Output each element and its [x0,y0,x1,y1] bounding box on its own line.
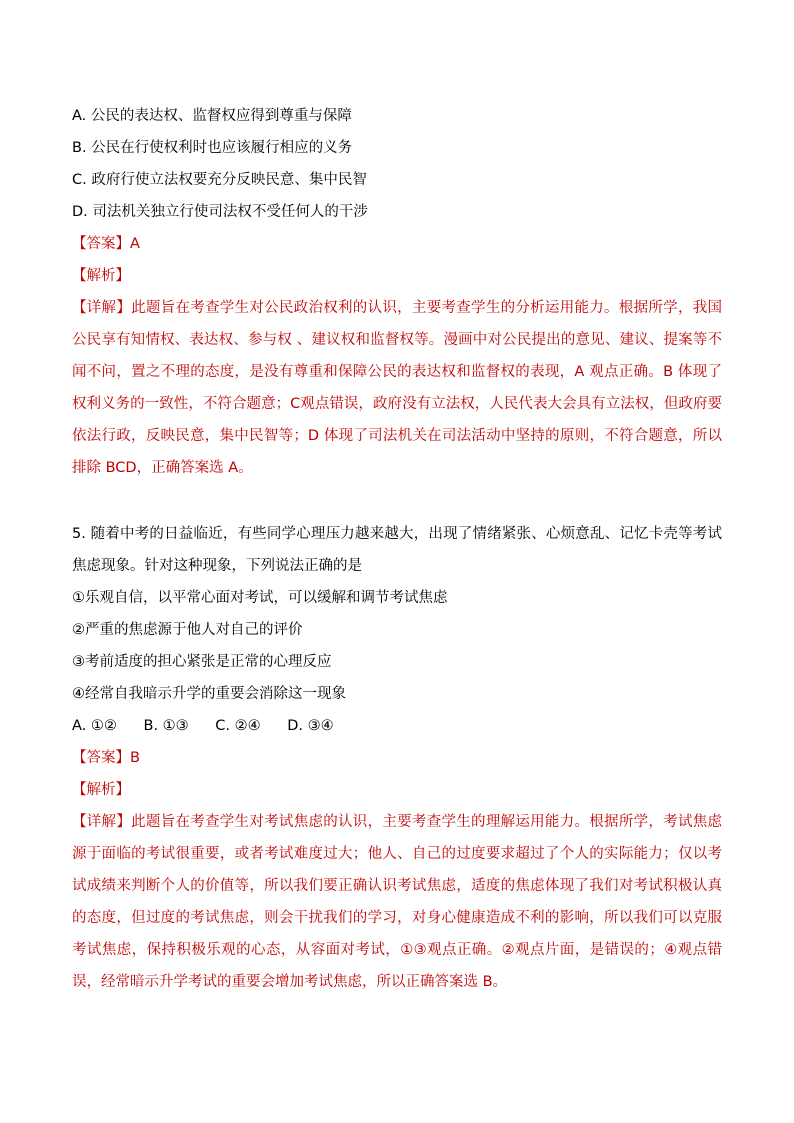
section-spacer [72,484,722,518]
q4-options [72,100,722,228]
q5-statement-3: ③考前适度的担心紧张是正常的心理反应 [72,654,332,670]
q5-statement-2: ②严重的焦虑源于他人对自己的评价 [72,622,303,638]
q5-detail [72,806,722,998]
q5-choice-a: A. ①② [72,718,117,734]
q4-option-a: A. 公民的表达权、监督权应得到尊重与保障 [72,108,352,124]
q5-statements [72,582,722,710]
q5-answer-tag: 【答案】 [72,750,130,766]
q4-detail [72,292,722,484]
q5-analysis-tag: 【解析】 [72,782,130,798]
q4-detail-text: 此题旨在考查学生对公民政治权利的认识，主要考查学生的分析运用能力。根据所学，我国公民享有知情权、表达权、参与权 、建议权和监督权等。漫画中对公民提出的意见、建议、提案等不闻不问，置之不理的态度，是没有尊重和保障公民的表达权和监督权的表现，A 观点正确。B 体现了权利义务的一致性，不符合题意；C观点错误，政府没有立法权，人民代表大会具有立法权，但政府要依法行政，反映民意，集中民智等；D 体现了司法机关在司法活动中坚持的原则，不符合题意，所以排除 BCD，正确答案选 A。 [72,300,723,476]
q4-option-d: D. 司法机关独立行使司法权不受任何人的干涉 [72,204,368,220]
q5-choices [72,710,722,742]
q5-statement-1: ①乐观自信，以平常心面对考试，可以缓解和调节考试焦虑 [72,590,448,606]
q5-answer-value: B [130,750,140,766]
q5-choice-c: C. ②④ [215,718,261,734]
q4-answer-tag: 【答案】 [72,236,130,252]
q5-stem: 5. 随着中考的日益临近，有些同学心理压力越来越大，出现了情绪紧张、心烦意乱、记忆卡壳等考试焦虑现象。针对这种现象，下列说法正确的是 [72,526,722,574]
q4-answer [72,228,722,260]
q5-answer [72,742,722,774]
q4-option-b: B. 公民在行使权利时也应该履行相应的义务 [72,140,353,156]
q5-detail-tag: 【详解】 [72,814,132,830]
q5-choice-b: B. ①③ [143,718,189,734]
q5-choice-d: D. ③④ [287,718,334,734]
q4-option-c: C. 政府行使立法权要充分反映民意、集中民智 [72,172,367,188]
q4-analysis-tag: 【解析】 [72,268,130,284]
q5-detail-text: 此题旨在考查学生对考试焦虑的认识，主要考查学生的理解运用能力。根据所学，考试焦虑源于面临的考试很重要，或者考试难度过大；他人、自己的过度要求超过了个人的实际能力；仅以考试成绩来判断个人的价值等，所以我们要正确认识考试焦虑，适度的焦虑体现了我们对考试积极认真的态度，但过度的考试焦虑，则会干扰我们的学习，对身心健康造成不利的影响，所以我们可以克服考试焦虑，保持积极乐观的心态，从容面对考试，①③观点正确。②观点片面，是错误的；④观点错误，经常暗示升学考试的重要会增加考试焦虑，所以正确答案选 B。 [72,814,723,990]
q5-statement-4: ④经常自我暗示升学的重要会消除这一现象 [72,686,346,702]
q4-detail-tag: 【详解】 [72,300,132,316]
q4-answer-value: A [130,236,140,252]
